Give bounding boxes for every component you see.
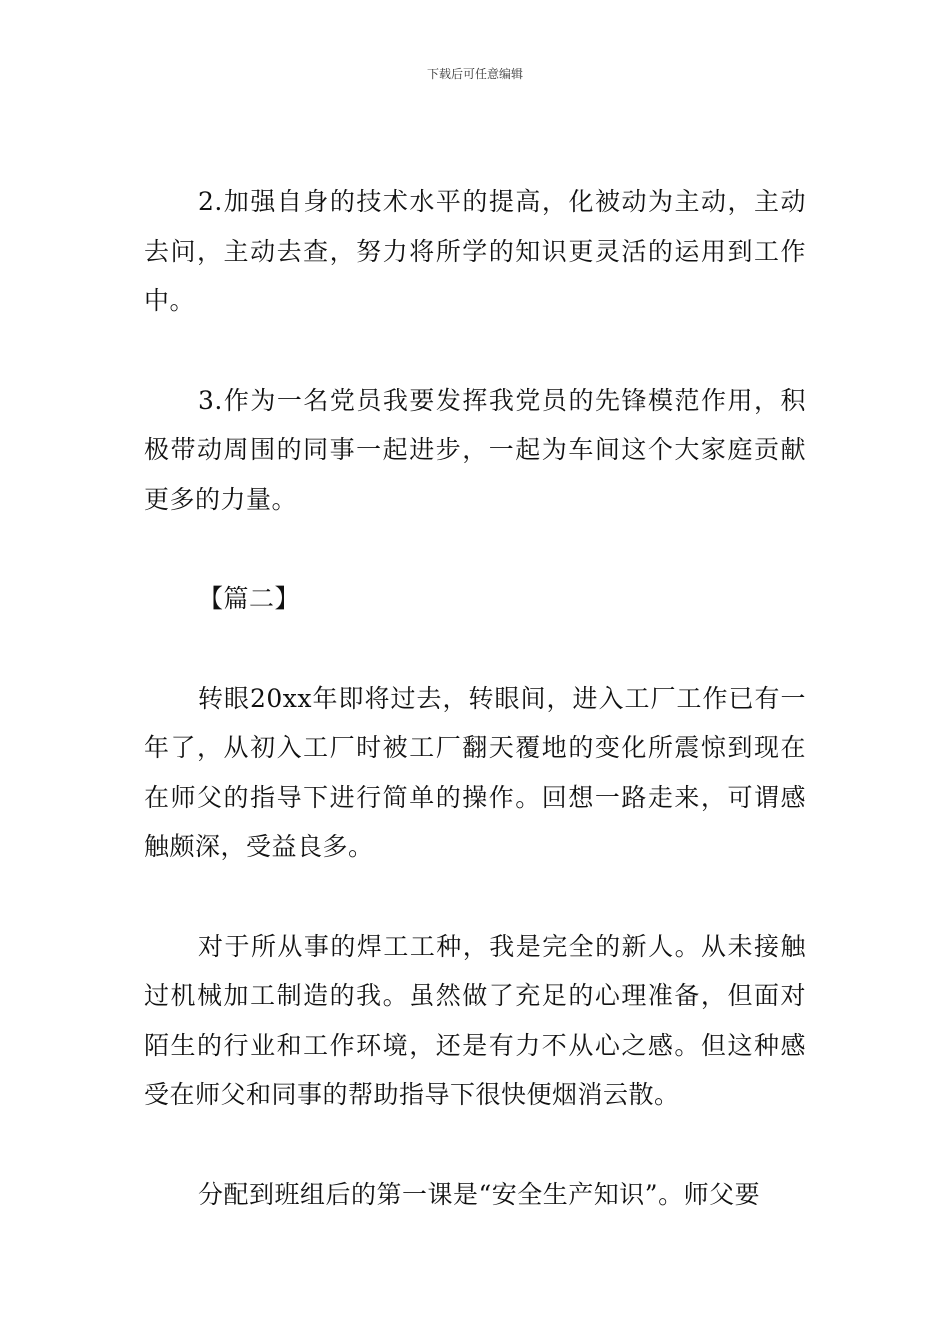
document-body	[144, 177, 806, 1219]
paragraph-improve-skills: 2.加强自身的技术水平的提高，化被动为主动，主动去问，主动去查，努力将所学的知识更灵活的运用到工作中。	[144, 187, 806, 315]
section-heading: 【篇二】	[198, 584, 301, 613]
paragraph-party-member-role: 3.作为一名党员我要发挥我党员的先锋模范作用，积极带动周围的同事一起进步，一起为车间这个大家庭贡献更多的力量。	[144, 385, 806, 514]
page-header-note: 下载后可任意编辑	[426, 67, 523, 81]
paragraph-welding-work: 对于所从事的焊工工种，我是完全的新人。从未接触过机械加工制造的我。虽然做了充足的心理准备，但面对陌生的行业和工作环境，还是有力不从心之感。但这种感受在师父和同事的帮助指导下很快便烟消云散。	[144, 931, 806, 1109]
paragraph-year-review: 转眼20xx年即将过去，转眼间，进入工厂工作已有一年了，从初入工厂时被工厂翻天覆地的变化所震惊到现在在师父的指导下进行简单的操作。回想一路走来，可谓感触颇深，受益良多。	[144, 683, 806, 861]
paragraph-safety-lesson: 分配到班组后的第一课是“安全生产知识”。师父要	[198, 1179, 761, 1209]
